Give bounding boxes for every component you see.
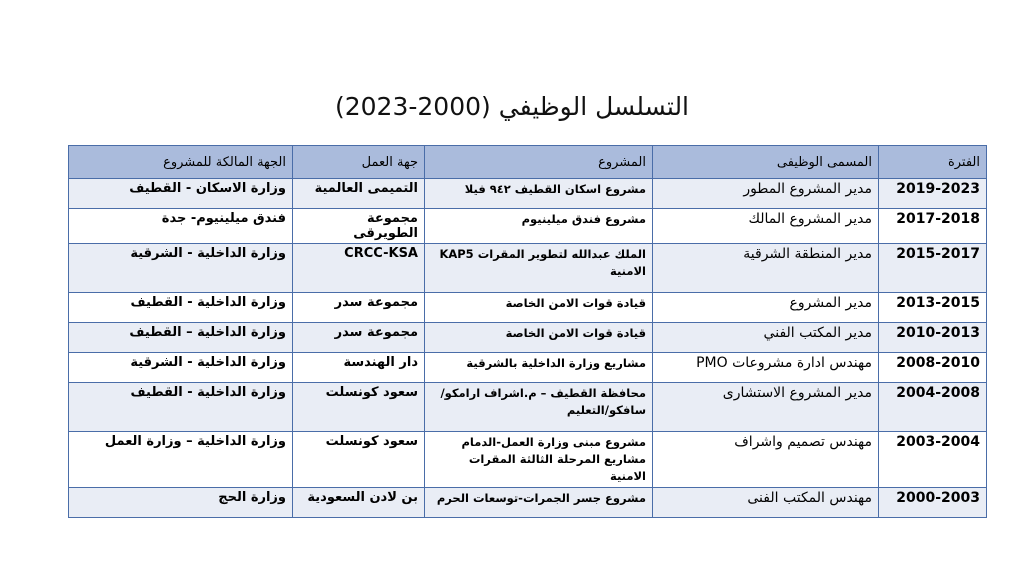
cell-period: 2015-2017 xyxy=(879,244,987,293)
cell-period: 2008-2010 xyxy=(879,353,987,383)
cell-owner: وزارة الداخلية - القطيف xyxy=(69,293,293,323)
header-employer: جهة العمل xyxy=(293,146,425,179)
cell-period: 2019-2023 xyxy=(879,179,987,209)
cell-owner: وزارة الداخلية - الشرقية xyxy=(69,353,293,383)
cell-owner: وزارة الداخلية - القطيف xyxy=(69,383,293,432)
cell-employer: التميمى العالمية xyxy=(293,179,425,209)
cell-owner: وزارة الداخلية - الشرقية xyxy=(69,244,293,293)
cell-period: 2010-2013 xyxy=(879,323,987,353)
cell-job-title: مهندس المكتب الفنى xyxy=(653,488,879,518)
table-row xyxy=(69,353,987,383)
cell-employer: سعود كونسلت xyxy=(293,383,425,432)
career-history-table xyxy=(68,145,987,518)
table-row xyxy=(69,293,987,323)
cell-job-title: مدير المشروع الاستشارى xyxy=(653,383,879,432)
cell-job-title: مهندس ادارة مشروعات PMO xyxy=(653,353,879,383)
table-row xyxy=(69,383,987,432)
cell-project: الملك عبدالله لتطوير المقرات KAP5 الامنية xyxy=(425,244,653,293)
page-title: التسلسل الوظيفي (2000-2023) xyxy=(334,92,690,121)
cell-project: مشاريع وزارة الداخلية بالشرقية xyxy=(425,353,653,383)
cell-employer: دار الهندسة xyxy=(293,353,425,383)
cell-project: مشروع فندق ميلينيوم xyxy=(425,209,653,244)
cell-employer: CRCC-KSA xyxy=(293,244,425,293)
cell-project: قيادة قوات الامن الخاصة xyxy=(425,323,653,353)
cell-job-title: مدير المنطقة الشرقية xyxy=(653,244,879,293)
cell-employer: مجموعة سدر xyxy=(293,323,425,353)
cell-period: 2017-2018 xyxy=(879,209,987,244)
cell-employer: سعود كونسلت xyxy=(293,432,425,488)
cell-job-title: مهندس تصميم واشراف xyxy=(653,432,879,488)
table-row xyxy=(69,209,987,244)
cell-employer: مجموعة سدر xyxy=(293,293,425,323)
cell-owner: وزارة الاسكان - القطيف xyxy=(69,179,293,209)
cell-owner: وزارة الداخلية – القطيف xyxy=(69,323,293,353)
cell-owner: وزارة الحج xyxy=(69,488,293,518)
table-row xyxy=(69,244,987,293)
table-row xyxy=(69,179,987,209)
cell-period: 2003-2004 xyxy=(879,432,987,488)
table-row xyxy=(69,323,987,353)
cell-employer: بن لادن السعودية xyxy=(293,488,425,518)
cell-period: 2000-2003 xyxy=(879,488,987,518)
cell-employer: مجموعة الطويرقى xyxy=(293,209,425,244)
cell-project: مشروع جسر الجمرات-توسعات الحرم xyxy=(425,488,653,518)
cell-period: 2013-2015 xyxy=(879,293,987,323)
table-header-row xyxy=(69,146,987,179)
cell-project: محافظة القطيف – م.اشراف ارامكو/سافكو/التعليم xyxy=(425,383,653,432)
cell-job-title: مدير المشروع xyxy=(653,293,879,323)
cell-project: قيادة قوات الامن الخاصة xyxy=(425,293,653,323)
cell-job-title: مدير المشروع المالك xyxy=(653,209,879,244)
table-row xyxy=(69,488,987,518)
header-project: المشروع xyxy=(425,146,653,179)
header-job-title: المسمى الوظيفى xyxy=(653,146,879,179)
cell-job-title: مدير المكتب الفني xyxy=(653,323,879,353)
cell-project: مشروع اسكان القطيف ٩٤٢ فيلا xyxy=(425,179,653,209)
cell-period: 2004-2008 xyxy=(879,383,987,432)
cell-owner: وزارة الداخلية – وزارة العمل xyxy=(69,432,293,488)
header-period: الفترة xyxy=(879,146,987,179)
cell-job-title: مدير المشروع المطور xyxy=(653,179,879,209)
table-row xyxy=(69,432,987,488)
cell-project: مشروع مبنى وزارة العمل-الدمام مشاريع المرحلة الثالثة المقرات الامنية xyxy=(425,432,653,488)
cell-owner: فندق ميلينيوم- جدة xyxy=(69,209,293,244)
header-owner: الجهة المالكة للمشروع xyxy=(69,146,293,179)
